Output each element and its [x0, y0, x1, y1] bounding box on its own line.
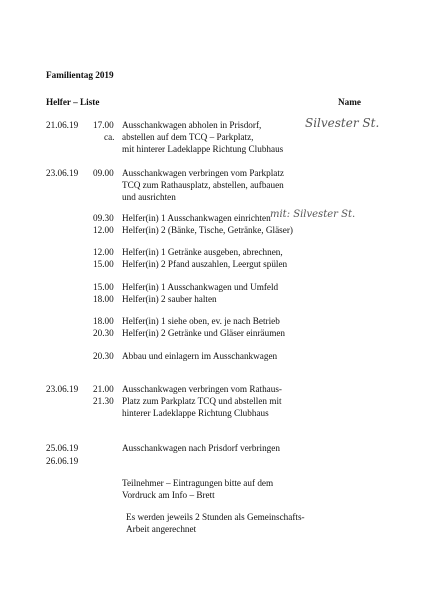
credit-note-line1: Es werden jeweils 2 Stunden als Gemeinschafts-: [126, 512, 305, 522]
block2-date: 23.06.19: [46, 168, 79, 178]
list-heading: Helfer – Liste: [46, 97, 100, 107]
name-heading: Name: [338, 97, 361, 107]
shift-time: 18.00: [93, 294, 114, 304]
return-time-start: 21.00: [93, 384, 114, 394]
block1-line3: mit hinterer Ladeklappe Richtung Clubhaus: [122, 144, 284, 154]
shift-time: 20.30: [93, 351, 114, 361]
page-title: Familientag 2019: [46, 70, 114, 80]
block1-time: 17.00: [93, 120, 114, 130]
block1-time-approx: ca.: [104, 132, 115, 142]
shift-time: 09.30: [93, 213, 114, 223]
shift-time: 20.30: [93, 328, 114, 338]
shift-text: Helfer(in) 1 siehe oben, ev. je nach Betrieb: [122, 316, 280, 326]
signup-note-line2: Vordruck am Info – Brett: [122, 490, 215, 500]
return-time-end: 21.30: [93, 396, 114, 406]
shift-text: Helfer(in) 2 Pfand auszahlen, Leergut spülen: [122, 259, 288, 269]
block2-line3: und ausrichten: [122, 192, 176, 202]
block2-line1: Ausschankwagen verbringen vom Parkplatz: [122, 168, 285, 178]
shift-time: 12.00: [93, 247, 114, 257]
shift-time: 18.00: [93, 316, 114, 326]
final-date-1: 25.06.19: [46, 443, 79, 453]
shift-time: 12.00: [93, 225, 114, 235]
final-date-2: 26.06.19: [46, 456, 79, 466]
return-line3: hinterer Ladeklappe Richtung Clubhaus: [122, 408, 269, 418]
final-text: Ausschankwagen nach Prisdorf verbringen: [122, 443, 280, 453]
block2-line2: TCQ zum Rathausplatz, abstellen, aufbauen: [122, 180, 284, 190]
shift-text: Helfer(in) 2 sauber halten: [122, 294, 217, 304]
block1-line2: abstellen auf dem TCQ – Parkplatz,: [122, 132, 254, 142]
shift-text: Helfer(in) 1 Ausschankwagen und Umfeld: [122, 282, 279, 292]
shift-text: Abbau und einlagern im Ausschankwagen: [122, 351, 278, 361]
shift-text: Helfer(in) 1 Ausschankwagen einrichten: [122, 213, 271, 223]
block1-date: 21.06.19: [46, 120, 79, 130]
block1-line1: Ausschankwagen abholen in Prisdorf,: [122, 120, 262, 130]
return-line1: Ausschankwagen verbringen vom Rathaus-: [122, 384, 282, 394]
shift-time: 15.00: [93, 259, 114, 269]
handwritten-name-2: mit: Silvester St.: [270, 209, 356, 220]
shift-text: Helfer(in) 2 Getränke und Gläser einräumen: [122, 328, 286, 338]
block2-time: 09.00: [93, 168, 114, 178]
handwritten-name-1: Silvester St.: [305, 116, 380, 130]
credit-note-line2: Arbeit angerechnet: [126, 524, 197, 534]
return-date: 23.06.19: [46, 384, 79, 394]
signup-note-line1: Teilnehmer – Eintragungen bitte auf dem: [122, 478, 274, 488]
shift-time: 15.00: [93, 282, 114, 292]
return-line2: Platz zum Parkplatz TCQ und abstellen mit: [122, 396, 282, 406]
shift-text: Helfer(in) 1 Getränke ausgeben, abrechnen,: [122, 247, 283, 257]
shift-text: Helfer(in) 2 (Bänke, Tische, Getränke, Gläser): [122, 225, 293, 235]
